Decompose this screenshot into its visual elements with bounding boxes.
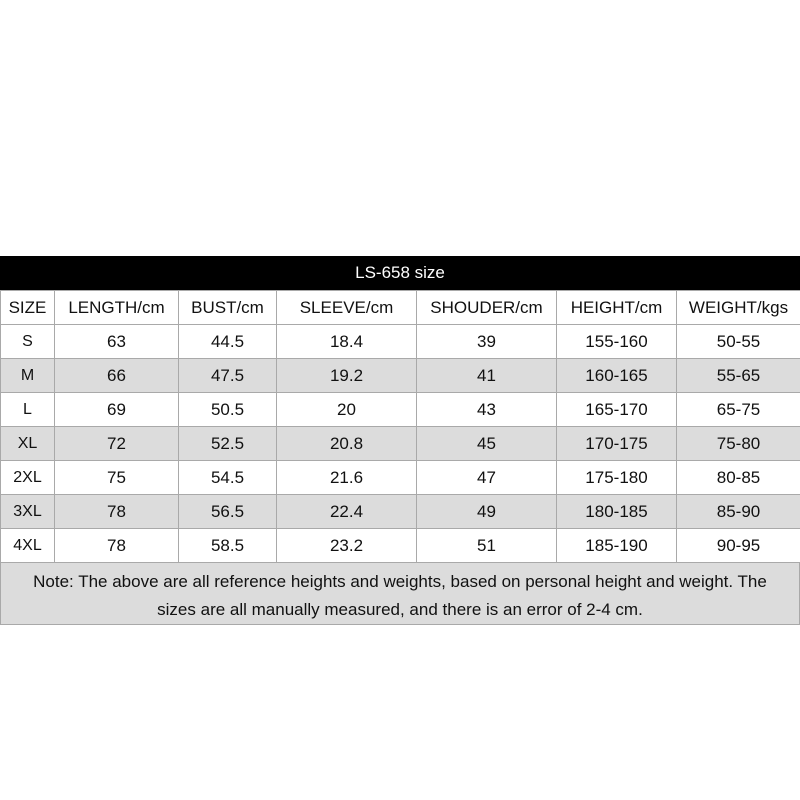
- height-cell: 185-190: [557, 529, 677, 563]
- length-cell: 66: [55, 359, 179, 393]
- sleeve-cell: 21.6: [277, 461, 417, 495]
- size-cell: XL: [1, 427, 55, 461]
- length-cell: 78: [55, 495, 179, 529]
- shoulder-cell: 41: [417, 359, 557, 393]
- height-cell: 165-170: [557, 393, 677, 427]
- shoulder-cell: 49: [417, 495, 557, 529]
- column-header-shoulder: SHOUDER/cm: [417, 291, 557, 325]
- height-cell: 160-165: [557, 359, 677, 393]
- sleeve-cell: 18.4: [277, 325, 417, 359]
- table-row: [1, 393, 800, 427]
- length-cell: 78: [55, 529, 179, 563]
- measurement-note: Note: The above are all reference heights and weights, based on personal height and weight. The sizes are all manually measured, and there is an error of 2-4 cm.: [0, 563, 800, 625]
- sleeve-cell: 20: [277, 393, 417, 427]
- bust-cell: 52.5: [179, 427, 277, 461]
- sleeve-cell: 22.4: [277, 495, 417, 529]
- column-header-sleeve: SLEEVE/cm: [277, 291, 417, 325]
- shoulder-cell: 45: [417, 427, 557, 461]
- shoulder-cell: 51: [417, 529, 557, 563]
- height-cell: 170-175: [557, 427, 677, 461]
- length-cell: 72: [55, 427, 179, 461]
- table-row: [1, 495, 800, 529]
- chart-title: LS-658 size: [0, 256, 800, 290]
- column-header-size: SIZE: [1, 291, 55, 325]
- weight-cell: 85-90: [677, 495, 800, 529]
- sleeve-cell: 20.8: [277, 427, 417, 461]
- size-cell: S: [1, 325, 55, 359]
- shoulder-cell: 47: [417, 461, 557, 495]
- size-cell: 3XL: [1, 495, 55, 529]
- height-cell: 155-160: [557, 325, 677, 359]
- table-row: [1, 529, 800, 563]
- column-header-height: HEIGHT/cm: [557, 291, 677, 325]
- column-header-weight: WEIGHT/kgs: [677, 291, 800, 325]
- shoulder-cell: 39: [417, 325, 557, 359]
- weight-cell: 55-65: [677, 359, 800, 393]
- size-cell: 2XL: [1, 461, 55, 495]
- size-chart: [0, 256, 800, 625]
- length-cell: 63: [55, 325, 179, 359]
- length-cell: 69: [55, 393, 179, 427]
- bust-cell: 44.5: [179, 325, 277, 359]
- sleeve-cell: 19.2: [277, 359, 417, 393]
- height-cell: 180-185: [557, 495, 677, 529]
- length-cell: 75: [55, 461, 179, 495]
- weight-cell: 80-85: [677, 461, 800, 495]
- table-row: [1, 359, 800, 393]
- size-cell: 4XL: [1, 529, 55, 563]
- table-row: [1, 325, 800, 359]
- size-cell: L: [1, 393, 55, 427]
- shoulder-cell: 43: [417, 393, 557, 427]
- bust-cell: 54.5: [179, 461, 277, 495]
- bust-cell: 47.5: [179, 359, 277, 393]
- table-row: [1, 461, 800, 495]
- weight-cell: 90-95: [677, 529, 800, 563]
- height-cell: 175-180: [557, 461, 677, 495]
- weight-cell: 65-75: [677, 393, 800, 427]
- bust-cell: 58.5: [179, 529, 277, 563]
- column-header-bust: BUST/cm: [179, 291, 277, 325]
- table-row: [1, 427, 800, 461]
- sleeve-cell: 23.2: [277, 529, 417, 563]
- weight-cell: 75-80: [677, 427, 800, 461]
- size-table: [0, 290, 800, 563]
- column-header-length: LENGTH/cm: [55, 291, 179, 325]
- header-row: [1, 291, 800, 325]
- bust-cell: 50.5: [179, 393, 277, 427]
- weight-cell: 50-55: [677, 325, 800, 359]
- size-cell: M: [1, 359, 55, 393]
- bust-cell: 56.5: [179, 495, 277, 529]
